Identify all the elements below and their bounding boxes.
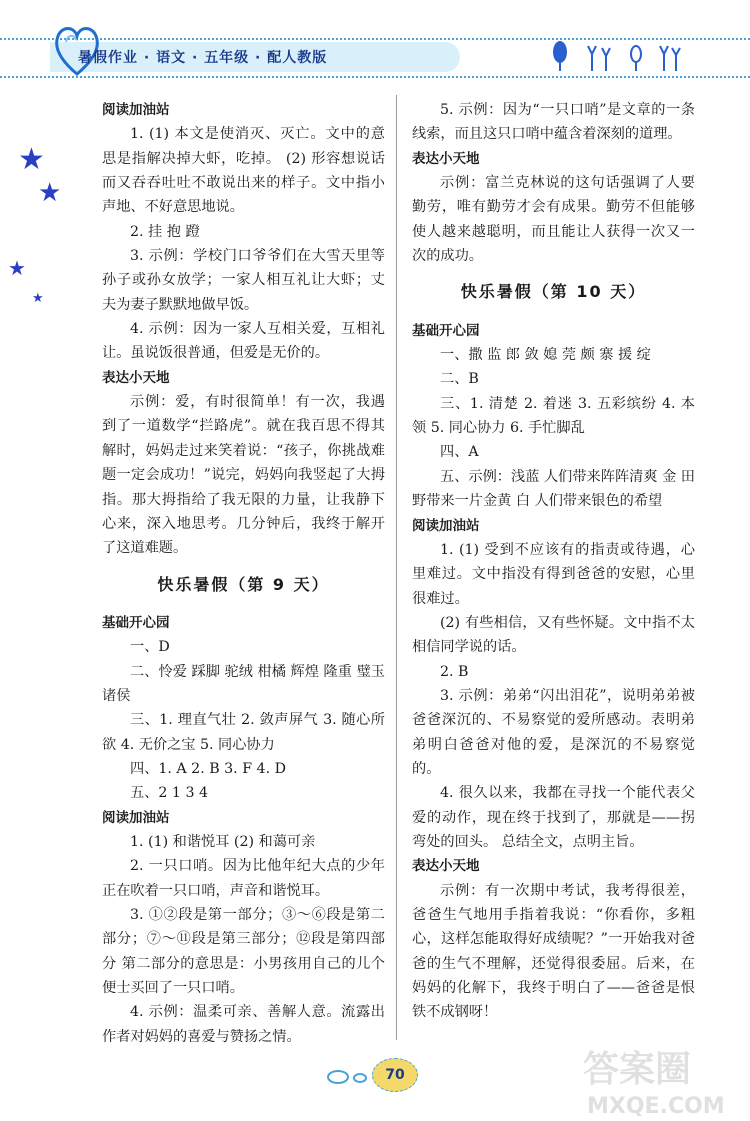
- star-icon: ★: [38, 178, 62, 208]
- answer-paragraph: 一、D: [130, 639, 170, 656]
- page-number: 70: [385, 1067, 405, 1083]
- star-icon: ★: [32, 291, 44, 306]
- answer-paragraph: 1. (1) 受到不应该有的指责或待遇，心里难过。文中指没有得到爸爸的安慰，心里很难过。: [412, 541, 695, 607]
- header-title: 暑假作业 · 语文 · 五年级 · 配人教版: [78, 50, 328, 66]
- answer-paragraph: 四、1. A 2. B 3. F 4. D: [130, 760, 286, 777]
- answer-paragraph: 4. 示例：因为一家人互相关爱，互相礼让。虽说饭很普通，但爱是无价的。: [102, 321, 385, 362]
- right-column: [412, 98, 695, 1025]
- answer-paragraph: 3. ①②段是第一部分；③～⑥段是第二部分；⑦～⑪段是第三部分；⑫段是第四部分 第二部分的意思是：小男孩用自己的儿个便士买回了一只口哨。: [102, 907, 385, 997]
- section-heading: 表达小天地: [412, 858, 480, 875]
- section-heading: 表达小天地: [412, 150, 480, 167]
- answer-paragraph: 示例：爱，有时很简单！有一次，我遇到了一道数学“拦路虎”。就在我百思不得其解时，妈妈走过来笑着说：“孩子，你挑战难题一定会成功！”说完，妈妈向我竖起了大拇指。那大拇指给了我无限的力量，让我静下心来，深入地思考。几分钟后，我终于解开了这道难题。: [102, 394, 385, 557]
- answer-paragraph: 1. (1) 和谐悦耳 (2) 和蔼可亲: [130, 833, 316, 850]
- column-divider: [396, 95, 397, 1040]
- plant-decoration-icon: [548, 38, 688, 72]
- day-heading: 快乐暑假（第 9 天）: [157, 574, 330, 594]
- section-heading: 基础开心园: [412, 322, 480, 339]
- section-heading: 阅读加油站: [102, 809, 170, 826]
- answer-paragraph: 1. (1) 本文是使消灭、灭亡。文中的意思是指解决掉大虾，吃掉。 (2) 形容想说话而又吞吞吐吐不敢说出来的样子。文中指小声地、不好意思地说。: [102, 126, 385, 216]
- answer-paragraph: 2. B: [440, 663, 469, 680]
- answer-paragraph: 五、示例：浅蓝 人们带来阵阵清爽 金 田野带来一片金黄 白 人们带来银色的希望: [412, 468, 695, 510]
- section-heading: 表达小天地: [102, 369, 170, 386]
- page-number-badge: [372, 1058, 418, 1092]
- section-heading: 阅读加油站: [412, 517, 480, 534]
- answer-paragraph: 一、撒 监 郎 敛 媳 莞 颇 寨 援 绽: [440, 347, 651, 364]
- day-heading: 快乐暑假（第 10 天）: [460, 282, 647, 302]
- answer-paragraph: 3. 示例：弟弟“闪出泪花”，说明弟弟被爸爸深沉的、不易察觉的爱所感动。表明弟弟明白爸爸对他的爱，是深沉的不易察觉的。: [412, 687, 695, 777]
- answer-paragraph: 2. 挂 抱 蹬: [130, 223, 200, 240]
- svg-text:MXQE.COM: MXQE.COM: [587, 1094, 725, 1119]
- answer-paragraph: 二、怜爱 踩脚 驼绒 柑橘 辉煌 隆重 璧玉 诸侯: [102, 663, 385, 704]
- answer-paragraph: (2) 有些相信，又有些怀疑。文中指不太相信同学说的话。: [412, 614, 695, 656]
- left-column: [102, 98, 385, 1049]
- answer-paragraph: 三、1. 清楚 2. 着迷 3. 五彩缤纷 4. 本领 5. 同心协力 6. 手忙脚乱: [412, 395, 695, 437]
- answer-paragraph: 示例：富兰克林说的这句话强调了人要勤劳，唯有勤劳才会有成果。勤劳不但能够使人越来越聪明，而且能让人获得一次又一次的成功。: [412, 175, 695, 265]
- answer-paragraph: 3. 示例：学校门口爷爷们在大雪天里等孙子或孙女放学；一家人相互礼让大虾；丈夫为妻子默默地做早饭。: [102, 248, 385, 313]
- header-dotted-line-bottom: [0, 76, 750, 78]
- svg-text:答案圈: 答案圈: [583, 1049, 692, 1090]
- footer-ovals-icon: [326, 1069, 370, 1085]
- answer-paragraph: 三、1. 理直气壮 2. 敛声屏气 3. 随心所欲 4. 无价之宝 5. 同心协力: [102, 712, 385, 753]
- star-icon: ★: [18, 142, 45, 177]
- section-heading: 阅读加油站: [102, 102, 170, 118]
- answer-paragraph: 四、A: [440, 444, 479, 461]
- watermark-logo: [575, 1035, 750, 1121]
- section-heading: 基础开心园: [102, 614, 170, 631]
- answer-paragraph: 二、B: [440, 371, 479, 388]
- answer-paragraph: 五、2 1 3 4: [130, 785, 209, 802]
- answer-paragraph: 4. 很久以来，我都在寻找一个能代表父爱的动作，现在终于找到了，那就是——拐弯处的回头。 总结全文，点明主旨。: [412, 785, 695, 850]
- answer-paragraph: 示例：有一次期中考试，我考得很差，爸爸生气地用手指着我说：“你看你，多粗心，这样怎能取得好成绩呢？”一开始我对爸爸的生气不理解，还觉得很委屈。后来，在妈妈的化解下，我终于明白了——爸爸是恨铁不成钢呀！: [412, 882, 695, 1021]
- answer-paragraph: 5. 示例：因为“一只口哨”是文章的一条线索，而且这只口哨中蕴含着深刻的道理。: [412, 102, 695, 143]
- star-icon: ★: [8, 256, 26, 280]
- answer-paragraph: 4. 示例：温柔可亲、善解人意。流露出作者对妈妈的喜爱与赞扬之情。: [102, 1004, 385, 1045]
- answer-paragraph: 2. 一只口哨。因为比他年纪大点的少年正在吹着一只口哨，声音和谐悦耳。: [102, 858, 385, 899]
